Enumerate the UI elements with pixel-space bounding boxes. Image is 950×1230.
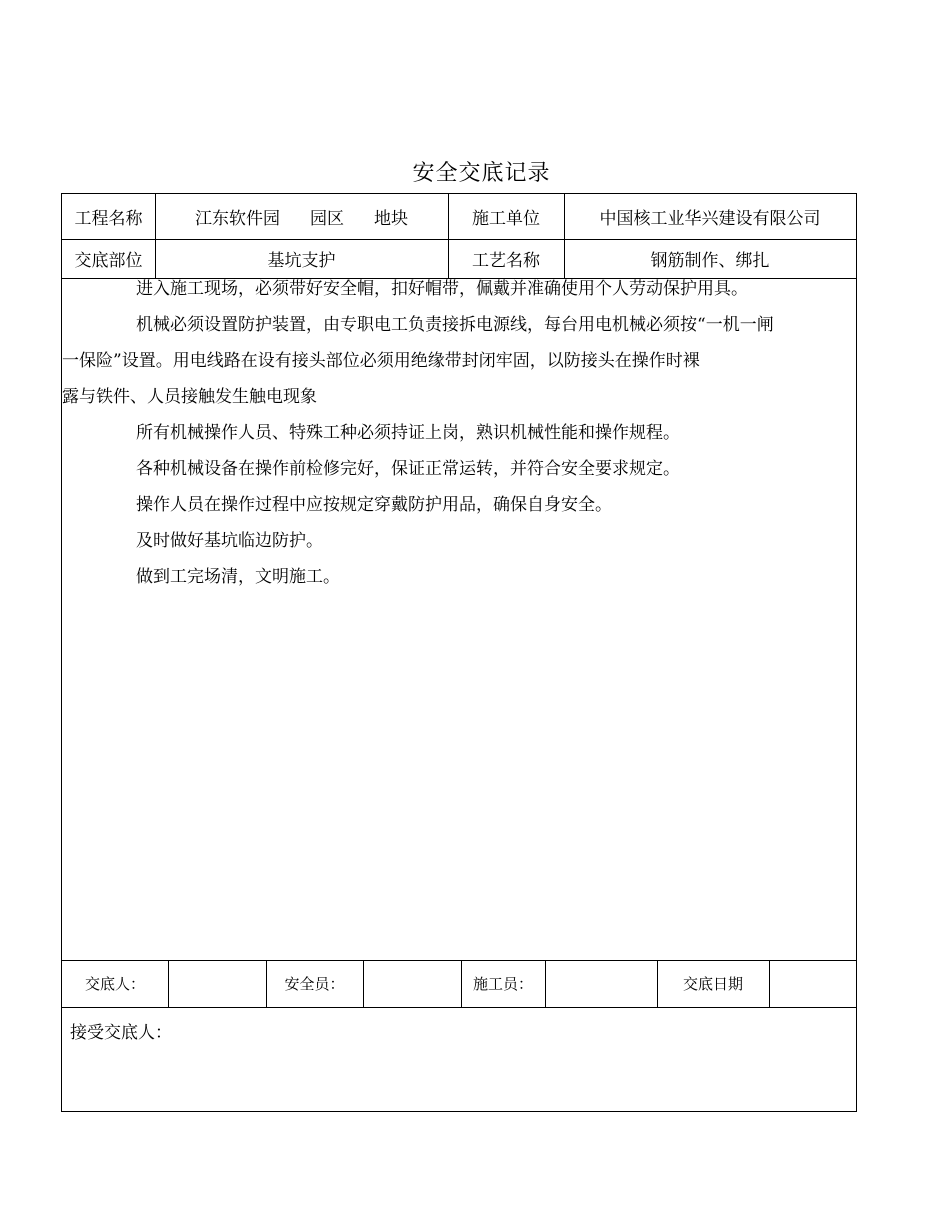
process-name-label: 工艺名称	[472, 251, 540, 271]
builder-value[interactable]	[545, 960, 657, 1007]
disclosure-date-label: 交底日期	[682, 975, 743, 993]
process-name-value: 钢筋制作、绑扎	[650, 251, 770, 271]
disclosure-date-value[interactable]	[769, 960, 856, 1007]
content-paragraph: 做到工完场清，文明施工。	[136, 567, 340, 587]
content-paragraph-continued: 一保险”设置。用电线路在设有接头部位必须用绝缘带封闭牢固，以防接头在操作时裸	[62, 351, 700, 371]
project-name-part: 江东软件园	[195, 209, 280, 229]
content-paragraph: 机械必须设置防护装置，由专职电工负责接拆电源线，每台用电机械必须按“一机一闸	[136, 315, 774, 335]
project-name-part: 园区	[310, 209, 344, 229]
project-name-part: 地块	[374, 209, 408, 229]
content-paragraph: 操作人员在操作过程中应按规定穿戴防护用品，确保自身安全。	[136, 495, 612, 515]
discloser-value[interactable]	[168, 960, 266, 1007]
record-table	[61, 193, 857, 1112]
builder-label: 施工员：	[472, 975, 533, 993]
construction-unit-value: 中国核工业华兴建设有限公司	[599, 209, 821, 229]
content-paragraph: 所有机械操作人员、特殊工种必须持证上岗，熟识机械性能和操作规程。	[136, 423, 680, 443]
safety-officer-value[interactable]	[363, 960, 461, 1007]
content-paragraph-continued: 露与铁件、人员接触发生触电现象	[62, 387, 317, 407]
safety-officer-label: 安全员：	[284, 975, 345, 993]
project-name-label: 工程名称	[74, 209, 143, 229]
row-divider	[62, 1007, 856, 1008]
page-title: 安全交底记录	[412, 161, 551, 186]
receiver-label: 接受交底人：	[70, 1023, 172, 1043]
disclosure-content	[62, 271, 852, 595]
construction-unit-label: 施工单位	[472, 209, 540, 229]
disclosure-part-value: 基坑支护	[267, 251, 336, 271]
project-name-value	[155, 194, 448, 239]
discloser-label: 交底人：	[84, 975, 145, 993]
disclosure-part-label: 交底部位	[74, 251, 143, 271]
content-paragraph: 进入施工现场，必须带好安全帽，扣好帽带，佩戴并准确使用个人劳动保护用具。	[136, 279, 748, 299]
content-paragraph: 及时做好基坑临边防护。	[136, 531, 323, 551]
content-paragraph: 各种机械设备在操作前检修完好，保证正常运转，并符合安全要求规定。	[136, 459, 680, 479]
